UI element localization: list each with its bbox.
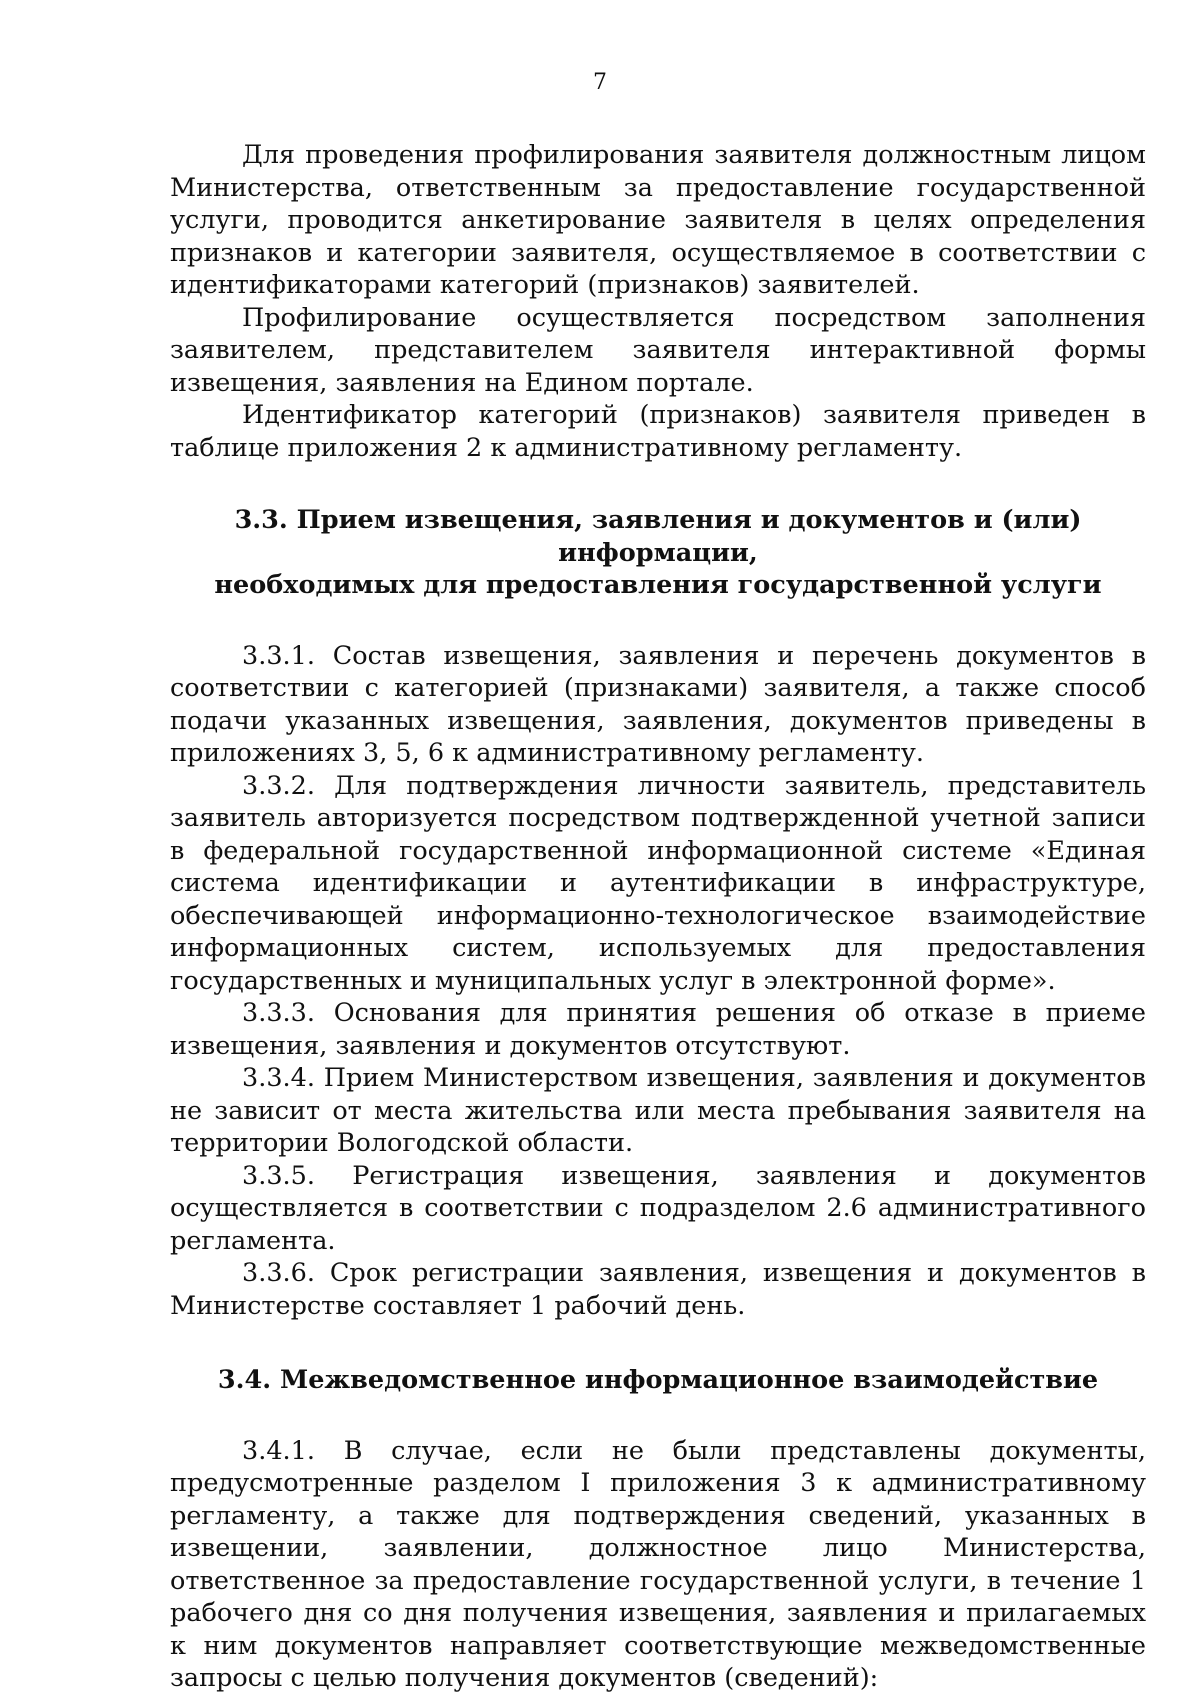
intro-paragraph: Идентификатор категорий (признаков) заявителя приведен в таблице приложения 2 к административному регламенту. [170,400,1146,463]
clause-3-3-6: 3.3.6. Срок регистрации заявления, извещения и документов в Министерстве составляет 1 рабочий день. [170,1258,1146,1321]
clause-3-3-2: 3.3.2. Для подтверждения личности заявитель, представитель заявитель авторизуется посредством подтвержденной учетной записи в федеральной государственной информационной системе «Единая система идентификации и аутентификации в инфраструктуре, обеспечивающей информационно-технологическое взаимодействие информационных систем, используемых для предоставления государственных и муниципальных услуг в электронной форме». [170,770,1146,996]
section-3-4-heading: 3.4. Межведомственное информационное взаимодействие [217,1365,1099,1395]
clause-3-4-1: 3.4.1. В случае, если не были представлены документы, предусмотренные разделом I приложения 3 к административному регламенту, а также для подтверждения сведений, указанных в извещении, заявлении, должностное лицо Министерства, ответственное за предоставление государственной услуги, в течение 1 рабочего дня со дня получения извещения, заявления и прилагаемых к ним документов направляет соответствующие межведомственные запросы с целью получения документов (сведений): [170,1435,1146,1693]
clause-3-3-5: 3.3.5. Регистрация извещения, заявления и документов осуществляется в соответствии с подразделом 2.6 административного регламента. [170,1160,1146,1256]
page-number: 7 [593,70,607,95]
section-3-3-heading-line1: 3.3. Прием извещения, заявления и документов и (или) информации, [234,505,1082,568]
section-3-3-heading-line2: необходимых для предоставления государственной услуги [214,570,1102,600]
clause-3-3-1: 3.3.1. Состав извещения, заявления и перечень документов в соответствии с категорией (признаками) заявителя, а также способ подачи указанных извещения, заявления, документов приведены в приложениях 3, 5, 6 к административному регламенту. [170,640,1146,768]
intro-paragraph: Для проведения профилирования заявителя должностным лицом Министерства, ответственным за предоставление государственной услуги, проводится анкетирование заявителя в целях определения признаков и категории заявителя, осуществляемое в соответствии с идентификаторами категорий (признаков) заявителей. [170,140,1146,300]
clause-3-3-4: 3.3.4. Прием Министерством извещения, заявления и документов не зависит от места жительства или места пребывания заявителя на территории Вологодской области. [170,1063,1146,1158]
clause-3-3-3: 3.3.3. Основания для принятия решения об отказе в приеме извещения, заявления и документов отсутствуют. [170,998,1146,1061]
section-3-3-heading [170,504,1146,602]
intro-paragraph: Профилирование осуществляется посредством заполнения заявителем, представителем заявителя интерактивной формы извещения, заявления на Едином портале. [170,302,1146,398]
page-content [170,139,1146,1695]
